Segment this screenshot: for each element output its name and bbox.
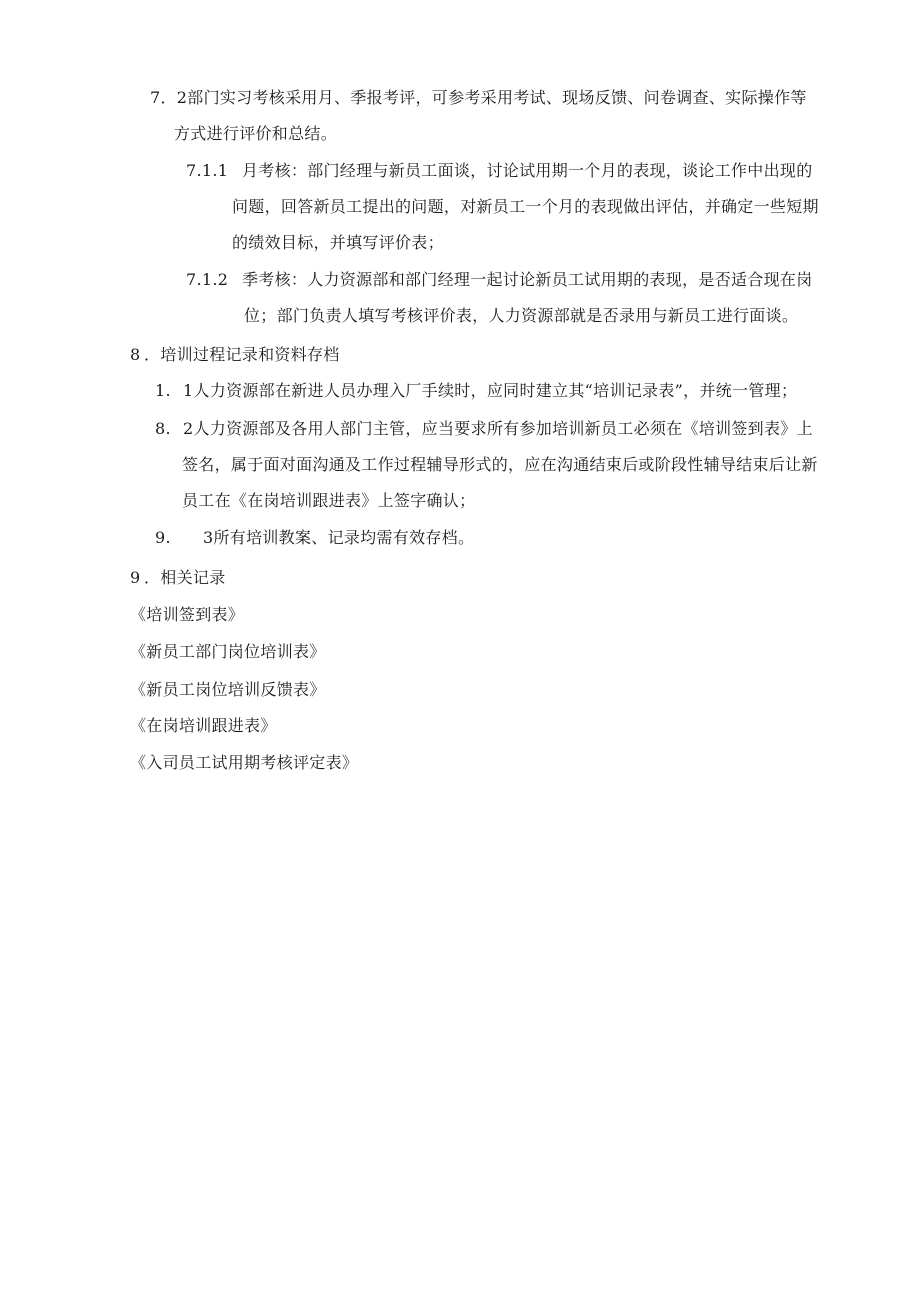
section-7-1-1-line-3: 的绩效目标，并填写评价表； <box>232 233 444 252</box>
section-8-1-line-1 <box>155 381 797 401</box>
section-8-number: 8 <box>130 345 141 364</box>
section-7-1-1-text-1: 月考核：部门经理与新员工面谈，讨论试用期一个月的表现，谈论工作中出现的 <box>242 161 813 180</box>
section-8-3-line-1 <box>155 528 474 548</box>
record-item: 《培训签到表》 <box>130 605 245 624</box>
record-item: 《入司员工试用期考核评定表》 <box>130 753 359 772</box>
section-8-heading <box>130 345 340 365</box>
section-7-1-2-text-1: 季考核：人力资源部和部门经理一起讨论新员工试用期的表现，是否适合现在岗 <box>242 270 813 289</box>
section-8-1-number: 1. <box>155 381 171 400</box>
section-8-title: ．培训过程记录和资料存档 <box>144 345 340 364</box>
section-7-2-line-1 <box>150 88 807 108</box>
section-8-2-line-1 <box>155 419 813 439</box>
section-7-1-1-line-2: 问题，回答新员工提出的问题，对新员工一个月的表现做出评估，并确定一些短期 <box>232 197 819 216</box>
record-item: 《在岗培训跟进表》 <box>130 716 277 735</box>
section-8-2-text-1: 2人力资源部及各用人部门主管，应当要求所有参加培训新员工必须在《培训签到表》上 <box>183 419 813 438</box>
section-7-1-1-number: 7.1.1 <box>186 161 229 180</box>
section-8-2-line-3: 员工在《在岗培训跟进表》上签字确认； <box>182 491 476 510</box>
section-7-2-number: 7．2 <box>150 88 188 107</box>
section-8-2-number: 8. <box>155 419 171 438</box>
record-item: 《新员工岗位培训反馈表》 <box>130 680 326 699</box>
section-8-3-text-1: 3所有培训教案、记录均需有效存档。 <box>203 528 475 547</box>
section-8-2-line-2: 签名，属于面对面沟通及工作过程辅导形式的，应在沟通结束后或阶段性辅导结束后让新 <box>182 455 818 474</box>
section-7-2-text-1: 部门实习考核采用月、季报考评，可参考采用考试、现场反馈、问卷调查、实际操作等 <box>187 88 807 107</box>
section-7-2-line-2: 方式进行评价和总结。 <box>174 124 338 143</box>
section-7-1-2-line-2: 位；部门负责人填写考核评价表，人力资源部就是否录用与新员工进行面谈。 <box>244 306 799 325</box>
section-9-title: ．相关记录 <box>144 568 226 587</box>
record-item: 《新员工部门岗位培训表》 <box>130 642 326 661</box>
section-9-number: 9 <box>130 568 141 587</box>
section-7-1-2-number: 7.1.2 <box>186 270 229 289</box>
section-8-3-number: 9. <box>155 528 171 547</box>
section-8-1-text-1: 1人力资源部在新进人员办理入厂手续时，应同时建立其“培训记录表”，并统一管理； <box>183 381 798 400</box>
section-7-1-1-line-1 <box>186 161 813 181</box>
section-9-heading <box>130 568 226 588</box>
section-7-1-2-line-1 <box>186 270 813 290</box>
